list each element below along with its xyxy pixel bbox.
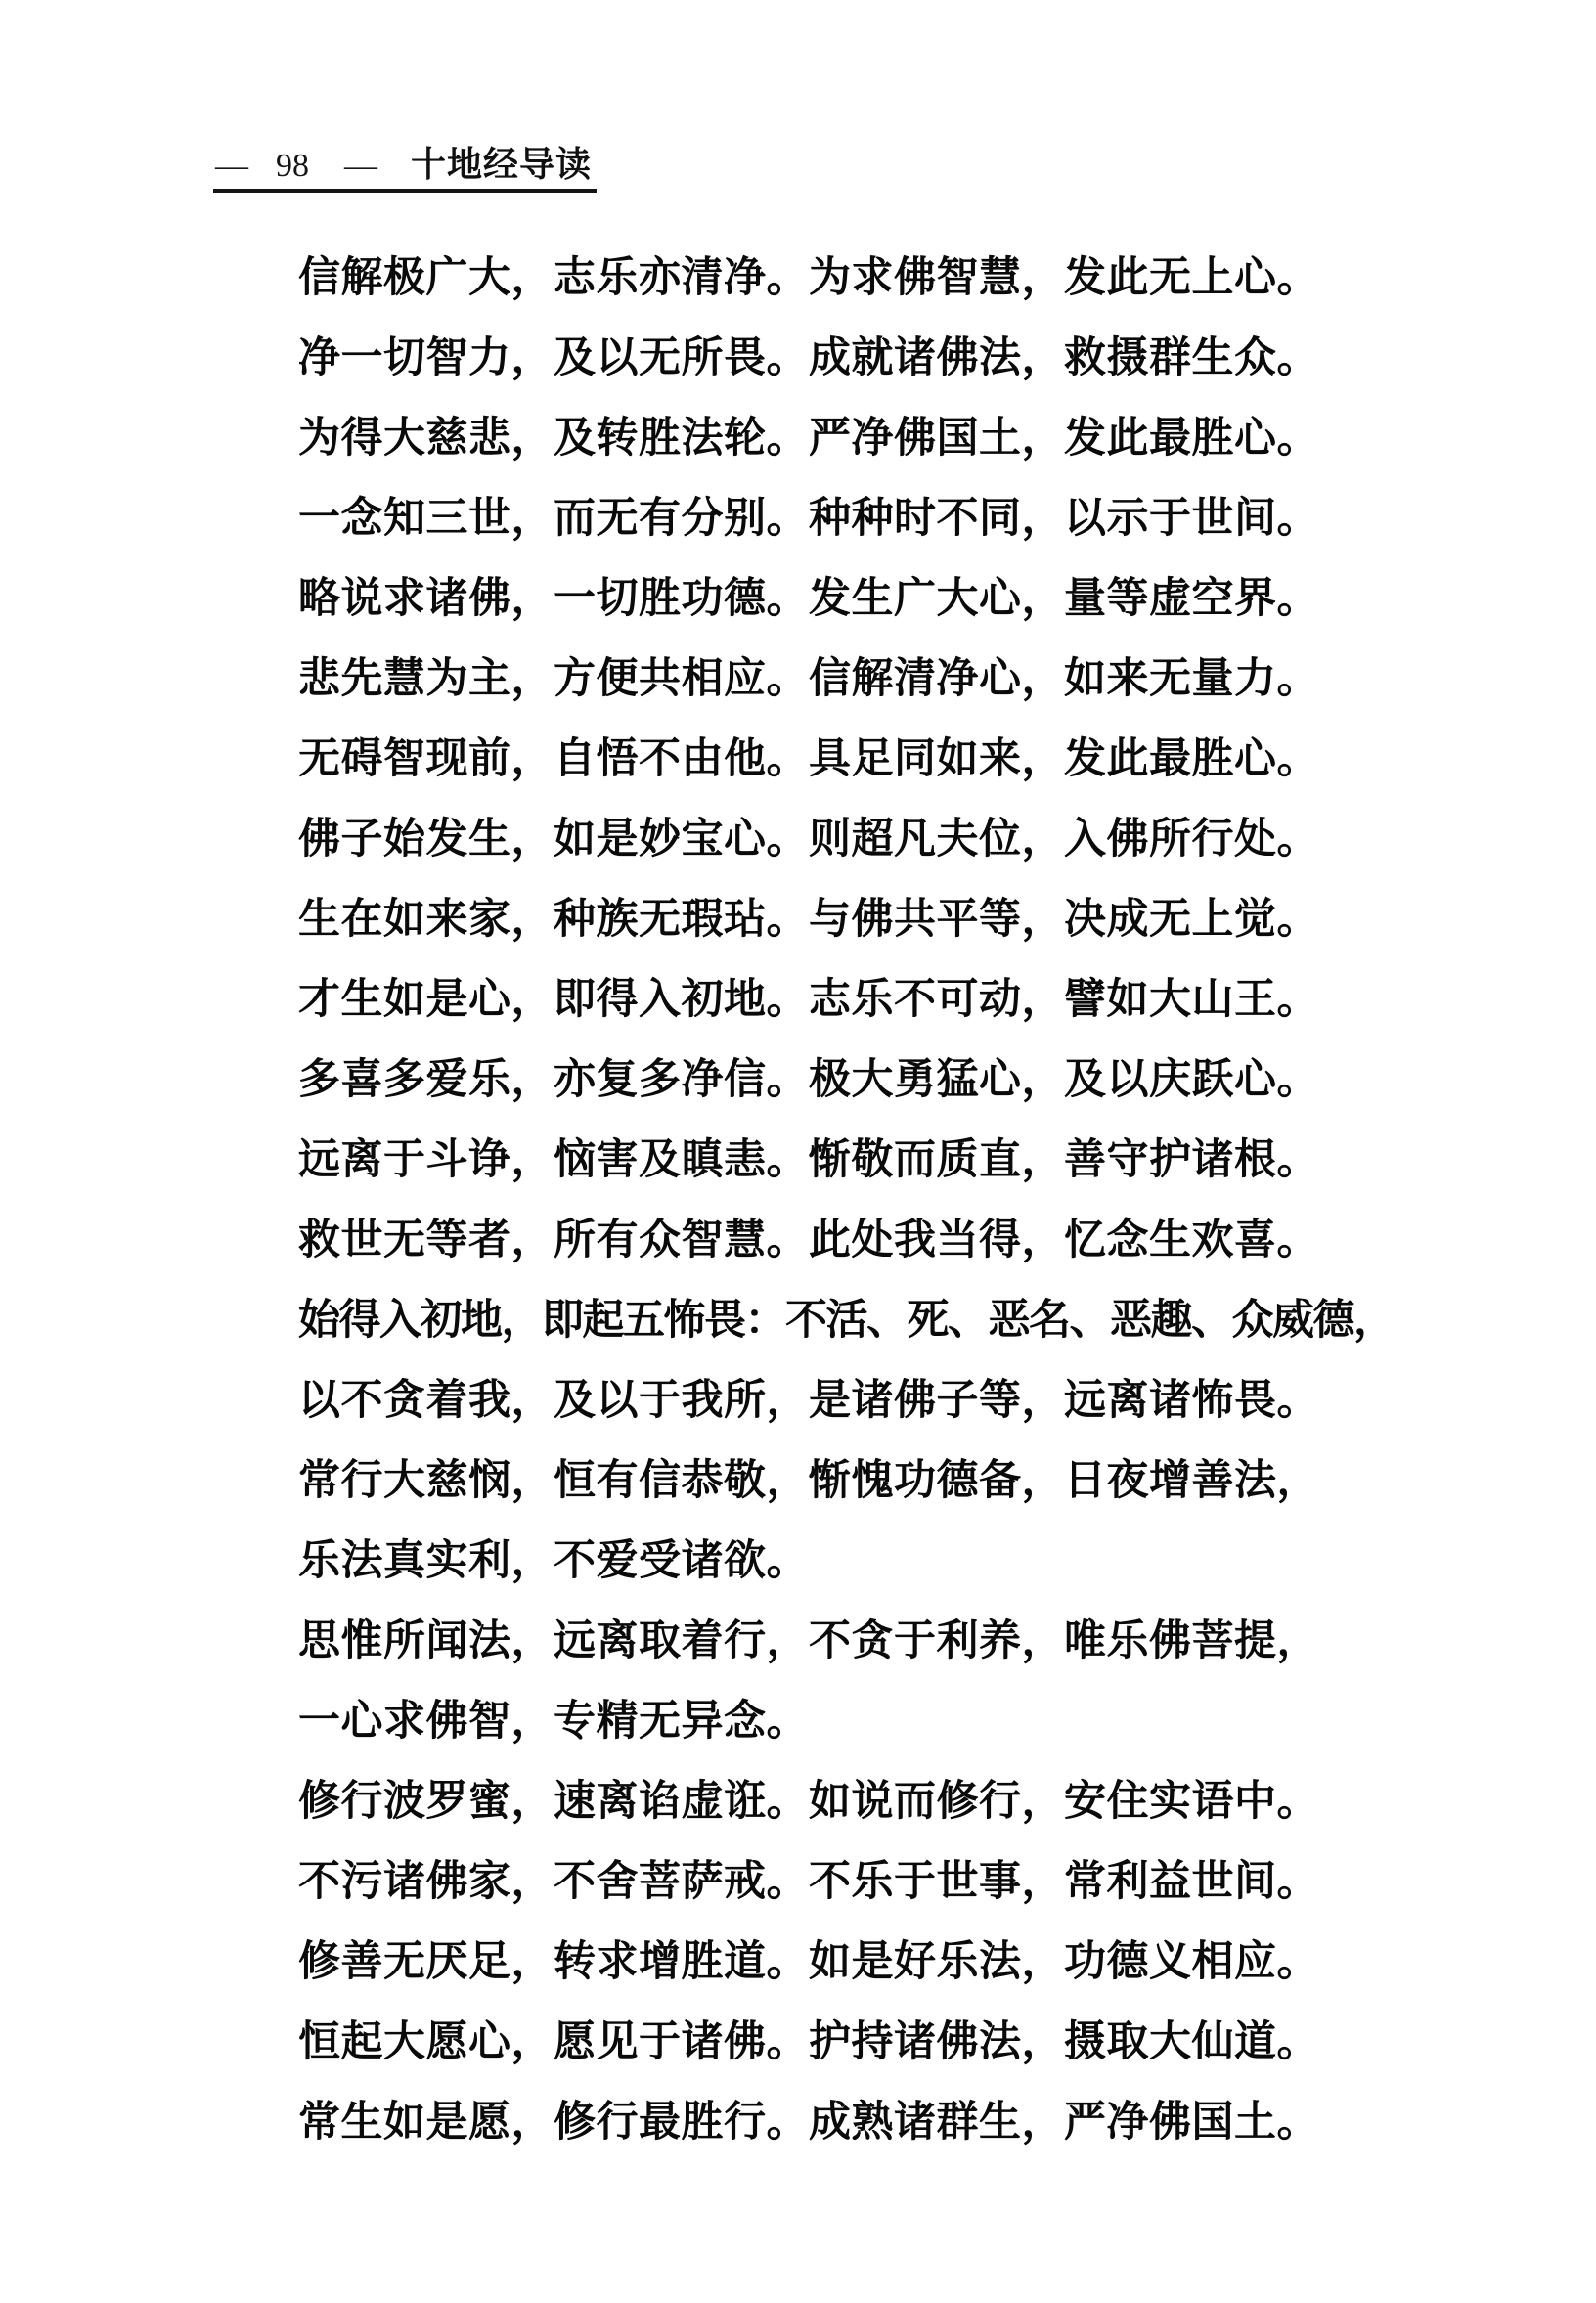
verse-line: 远离于斗诤，恼害及瞋恚。惭敬而质直，善守护诸根。 (298, 1136, 1319, 1183)
book-title: 十地经导读 (411, 144, 593, 184)
verse-text-block (298, 238, 1452, 2162)
verse-line: 一念知三世，而无有分别。种种时不同，以示于世间。 (298, 495, 1319, 542)
verse-line: 一心求佛智，专精无异念。 (298, 1698, 809, 1745)
verse-line: 常生如是愿，修行最胜行。成熟诸群生，严净佛国土。 (298, 2099, 1319, 2146)
verse-line: 救世无等者，所有众智慧。此处我当得，忆念生欢喜。 (298, 1217, 1319, 1263)
verse-line: 佛子始发生，如是妙宝心。则超凡夫位，入佛所行处。 (298, 816, 1319, 863)
verse-line: 为得大慈悲，及转胜法轮。严净佛国土，发此最胜心。 (298, 415, 1319, 462)
verse-line: 修善无厌足，转求增胜道。如是好乐法，功德义相应。 (298, 1938, 1319, 1985)
verse-line: 悲先慧为主，方便共相应。信解清净心，如来无量力。 (298, 655, 1319, 702)
verse-line: 不污诸佛家，不舍菩萨戒。不乐于世事，常利益世间。 (298, 1858, 1319, 1905)
verse-line: 无碍智现前，自悟不由他。具足同如来，发此最胜心。 (298, 735, 1319, 782)
verse-line: 净一切智力，及以无所畏。成就诸佛法，救摄群生众。 (298, 334, 1319, 381)
verse-line: 略说求诸佛，一切胜功德。发生广大心，量等虚空界。 (298, 575, 1319, 622)
verse-line: 常行大慈悯，恒有信恭敬，惭愧功德备，日夜增善法， (298, 1457, 1319, 1504)
verse-line: 以不贪着我，及以于我所，是诸佛子等，远离诸怖畏。 (298, 1377, 1319, 1424)
verse-line: 才生如是心，即得入初地。志乐不可动，譬如大山王。 (298, 976, 1319, 1023)
verse-line: 思惟所闻法，远离取着行，不贪于利养，唯乐佛菩提， (298, 1617, 1319, 1664)
verse-line: 多喜多爱乐，亦复多净信。极大勇猛心，及以庆跃心。 (298, 1056, 1319, 1103)
header-dash-left: — (215, 148, 243, 184)
verse-line: 信解极广大，志乐亦清净。为求佛智慧，发此无上心。 (298, 254, 1319, 301)
running-header (213, 143, 597, 193)
verse-line: 乐法真实利，不爱受诸欲。 (298, 1537, 809, 1584)
verse-line: 修行波罗蜜，速离谄虚诳。如说而修行，安住实语中。 (298, 1778, 1319, 1825)
page-number: 98 (276, 148, 309, 184)
verse-line: 恒起大愿心，愿见于诸佛。护持诸佛法，摄取大仙道。 (298, 2018, 1319, 2065)
verse-line: 生在如来家，种族无瑕玷。与佛共平等，决成无上觉。 (298, 896, 1319, 943)
header-dash-right: — (344, 148, 372, 184)
verse-line: 始得入初地，即起五怖畏：不活、死、恶名、恶趣、众威德， (298, 1297, 1395, 1344)
